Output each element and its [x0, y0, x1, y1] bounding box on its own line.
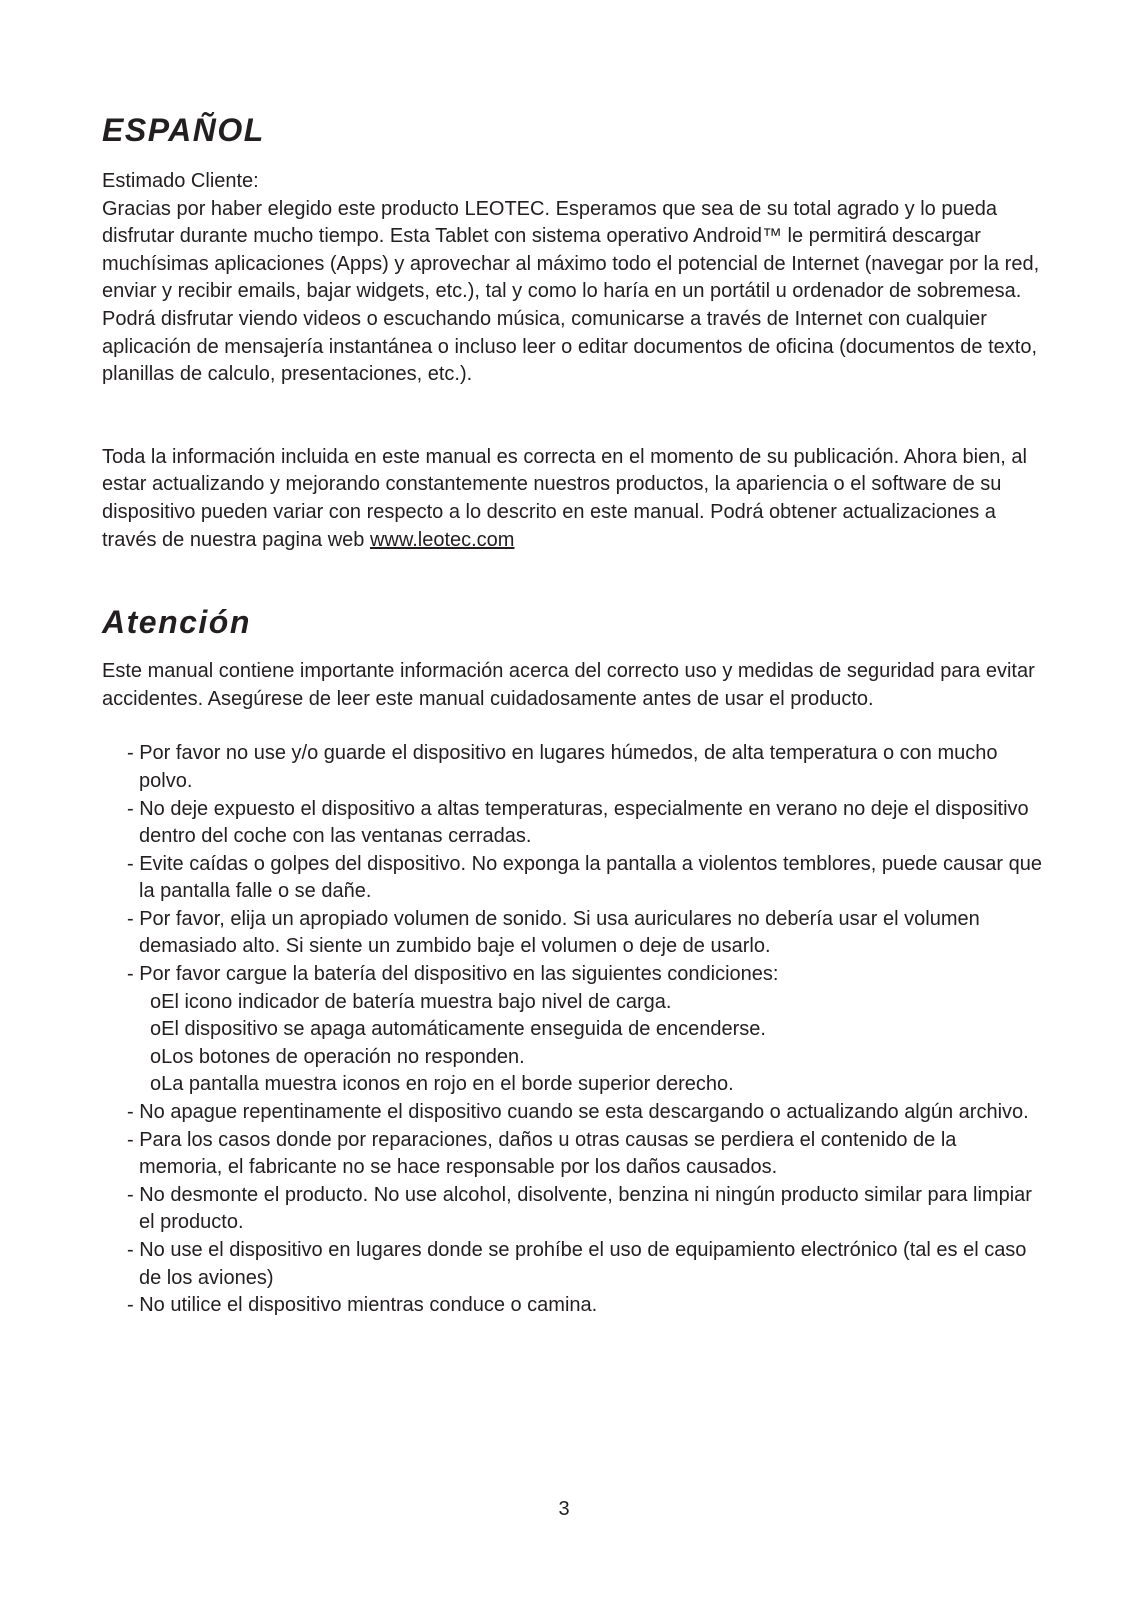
manual-page	[102, 110, 1042, 1320]
warning-item: - Para los casos donde por reparaciones, daños u otras causas se perdiera el contenido de la memoria, el fabricante no se hace responsable por los daños causados.	[127, 1128, 957, 1179]
warning-item: - No deje expuesto el dispositivo a altas temperaturas, especialmente en verano no deje el dispositivo dentro del coche con las ventanas cerradas.	[127, 797, 1029, 848]
warning-item: - Por favor no use y/o guarde el dispositivo en lugares húmedos, de alta temperatura o con mucho polvo.	[127, 742, 998, 792]
info-text: Toda la información incluida en este manual es correcta en el momento de su publicación. Ahora bien, al estar actualizando y mejorando constantemente nuestros productos, la apariencia o el software de su dispositivo pueden variar con respecto a lo descrito en este manual. Podrá obtener actualizaciones a través de nuestra pagina web	[102, 445, 1027, 551]
greeting: Estimado Cliente:	[102, 170, 259, 192]
charge-condition: oLa pantalla muestra iconos en rojo en el borde superior derecho.	[150, 1073, 734, 1096]
charge-condition: oLos botones de operación no responden.	[150, 1045, 525, 1068]
charge-condition: oEl dispositivo se apaga automáticamente enseguida de encenderse.	[150, 1018, 766, 1041]
charge-condition: oEl icono indicador de batería muestra bajo nivel de carga.	[150, 990, 672, 1013]
intro-paragraph: Gracias por haber elegido este producto LEOTEC. Esperamos que sea de su total agrado y lo pueda disfrutar durante mucho tiempo. Esta Tablet con sistema operativo Android™ le permitirá descargar muchísimas aplicaciones (Apps) y aprovechar al máximo todo el potencial de Internet (navegar por la red, enviar y recibir emails, bajar widgets, etc.), tal y como lo haría en un portátil u ordenador de sobremesa. Podrá disfrutar viendo videos o escuchando música, comunicarse a través de Internet con cualquier aplicación de mensajería instantánea o incluso leer o editar documentos de oficina (documentos de texto, planillas de calculo, presentaciones, etc.).	[102, 197, 1040, 386]
attention-title: Atención	[102, 604, 251, 641]
info-paragraph	[102, 444, 1042, 554]
warning-item: - No utilice el dispositivo mientras conduce o camina.	[127, 1294, 598, 1317]
warning-item: - Por favor, elija un apropiado volumen de sonido. Si usa auriculares no debería usar el volumen demasiado alto. Si siente un zumbido baje el volumen o deje de usarlo.	[127, 907, 980, 958]
section-title: ESPAÑOL	[102, 112, 265, 148]
page-number: 3	[558, 1498, 570, 1520]
attention-intro: Este manual contiene importante información acerca del correcto uso y medidas de seguridad para evitar accidentes. Asegúrese de leer este manual cuidadosamente antes de usar el producto.	[102, 660, 1035, 710]
warning-item: - No desmonte el producto. No use alcohol, disolvente, benzina ni ningún producto similar para limpiar el producto.	[127, 1183, 1032, 1234]
warning-item: - Por favor cargue la batería del dispositivo en las siguientes condiciones:	[127, 963, 779, 986]
website-link[interactable]: www.leotec.com	[369, 528, 515, 551]
warning-item: - Evite caídas o golpes del dispositivo. No exponga la pantalla a violentos temblores, puede causar que la pantalla falle o se dañe.	[127, 852, 1043, 903]
warning-item: - No use el dispositivo en lugares donde se prohíbe el uso de equipamiento electrónico (tal es el caso de los aviones)	[127, 1239, 1027, 1289]
warning-item: - No apague repentinamente el dispositivo cuando se esta descargando o actualizando algún archivo.	[127, 1101, 1029, 1124]
warnings-list	[102, 740, 1042, 1319]
